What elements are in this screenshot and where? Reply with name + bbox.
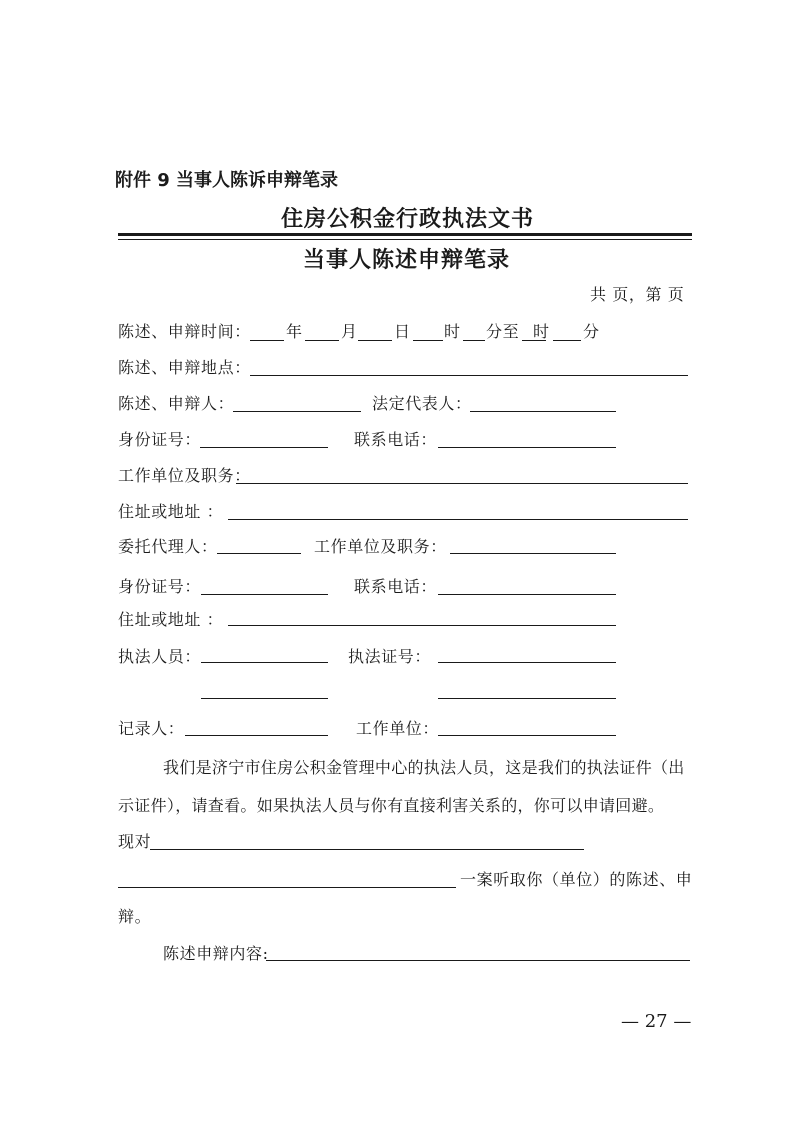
- hour-label: 时: [444, 322, 461, 341]
- petitioner-blank[interactable]: [233, 411, 361, 412]
- place-label: 陈述、申辩地点：: [118, 358, 251, 377]
- work-label: 工作单位及职务：: [118, 466, 251, 485]
- page-count: 共 页，第 页: [590, 285, 685, 304]
- address-blank[interactable]: [228, 519, 688, 520]
- page-number: — 27 —: [621, 1011, 692, 1032]
- cert-blank[interactable]: [438, 662, 616, 663]
- work-blank[interactable]: [236, 483, 688, 484]
- year-blank[interactable]: [250, 340, 284, 341]
- form-title: 当事人陈述申辩笔录: [303, 247, 511, 273]
- case-end: 辩。: [118, 907, 152, 926]
- phone-blank[interactable]: [438, 447, 616, 448]
- day-label: 日: [394, 322, 411, 341]
- minute-to-label: 分至: [486, 322, 520, 341]
- minute-blank[interactable]: [463, 340, 485, 341]
- month-blank[interactable]: [305, 340, 339, 341]
- notice-paragraph-line1: 我们是济宁市住房公积金管理中心的执法人员，这是我们的执法证件（出: [163, 758, 685, 777]
- unit-blank[interactable]: [438, 735, 616, 736]
- minute-label: 分: [583, 322, 600, 341]
- unit-label: 工作单位：: [356, 719, 440, 738]
- cert-blank-2[interactable]: [438, 698, 616, 699]
- phone-blank-2[interactable]: [438, 594, 616, 595]
- document-title: 住房公积金行政执法文书: [281, 206, 535, 232]
- attachment-title: 附件 9 当事人陈诉申辩笔录: [115, 170, 339, 191]
- officer-blank-2[interactable]: [201, 698, 328, 699]
- title-rule-thick: [118, 233, 692, 236]
- petitioner-label: 陈述、申辩人：: [118, 394, 235, 413]
- hour2-label: 时: [533, 322, 550, 341]
- id-label-2: 身份证号：: [118, 577, 202, 596]
- minute2-blank[interactable]: [553, 340, 581, 341]
- content-blank[interactable]: [266, 960, 690, 961]
- content-label: 陈述申辩内容:: [163, 944, 269, 963]
- officer-label: 执法人员：: [118, 647, 202, 666]
- officer-blank[interactable]: [201, 662, 328, 663]
- title-rule-thin: [118, 239, 692, 240]
- year-label: 年: [286, 322, 303, 341]
- place-blank[interactable]: [250, 375, 688, 376]
- id-label: 身份证号：: [118, 430, 202, 449]
- notice-paragraph-line2: 示证件），请查看。如果执法人员与你有直接利害关系的，你可以申请回避。: [118, 796, 665, 815]
- id-blank-2[interactable]: [201, 594, 328, 595]
- case-prefix: 现对: [118, 832, 152, 851]
- agent-blank[interactable]: [217, 553, 301, 554]
- time-label: 陈述、申辩时间：: [118, 322, 251, 341]
- legal-rep-label: 法定代表人：: [372, 394, 472, 413]
- agent-work-blank[interactable]: [450, 553, 616, 554]
- day-blank[interactable]: [358, 340, 392, 341]
- address-blank-2[interactable]: [228, 625, 616, 626]
- address-label: 住址或地址 ：: [118, 502, 224, 521]
- agent-label: 委托代理人：: [118, 537, 218, 556]
- recorder-blank[interactable]: [185, 735, 328, 736]
- agent-work-label: 工作单位及职务：: [314, 537, 447, 556]
- cert-label: 执法证号：: [348, 647, 432, 666]
- case-suffix: 一案听取你（单位）的陈述、申: [460, 870, 693, 889]
- phone-label-2: 联系电话：: [354, 577, 438, 596]
- address-label-2: 住址或地址 ：: [118, 610, 224, 629]
- phone-label: 联系电话：: [354, 430, 438, 449]
- id-blank[interactable]: [200, 447, 328, 448]
- recorder-label: 记录人：: [118, 719, 185, 738]
- case-blank-2[interactable]: [118, 887, 456, 888]
- case-blank-1[interactable]: [150, 849, 584, 850]
- legal-rep-blank[interactable]: [470, 411, 616, 412]
- month-label: 月: [341, 322, 358, 341]
- hour-blank[interactable]: [413, 340, 443, 341]
